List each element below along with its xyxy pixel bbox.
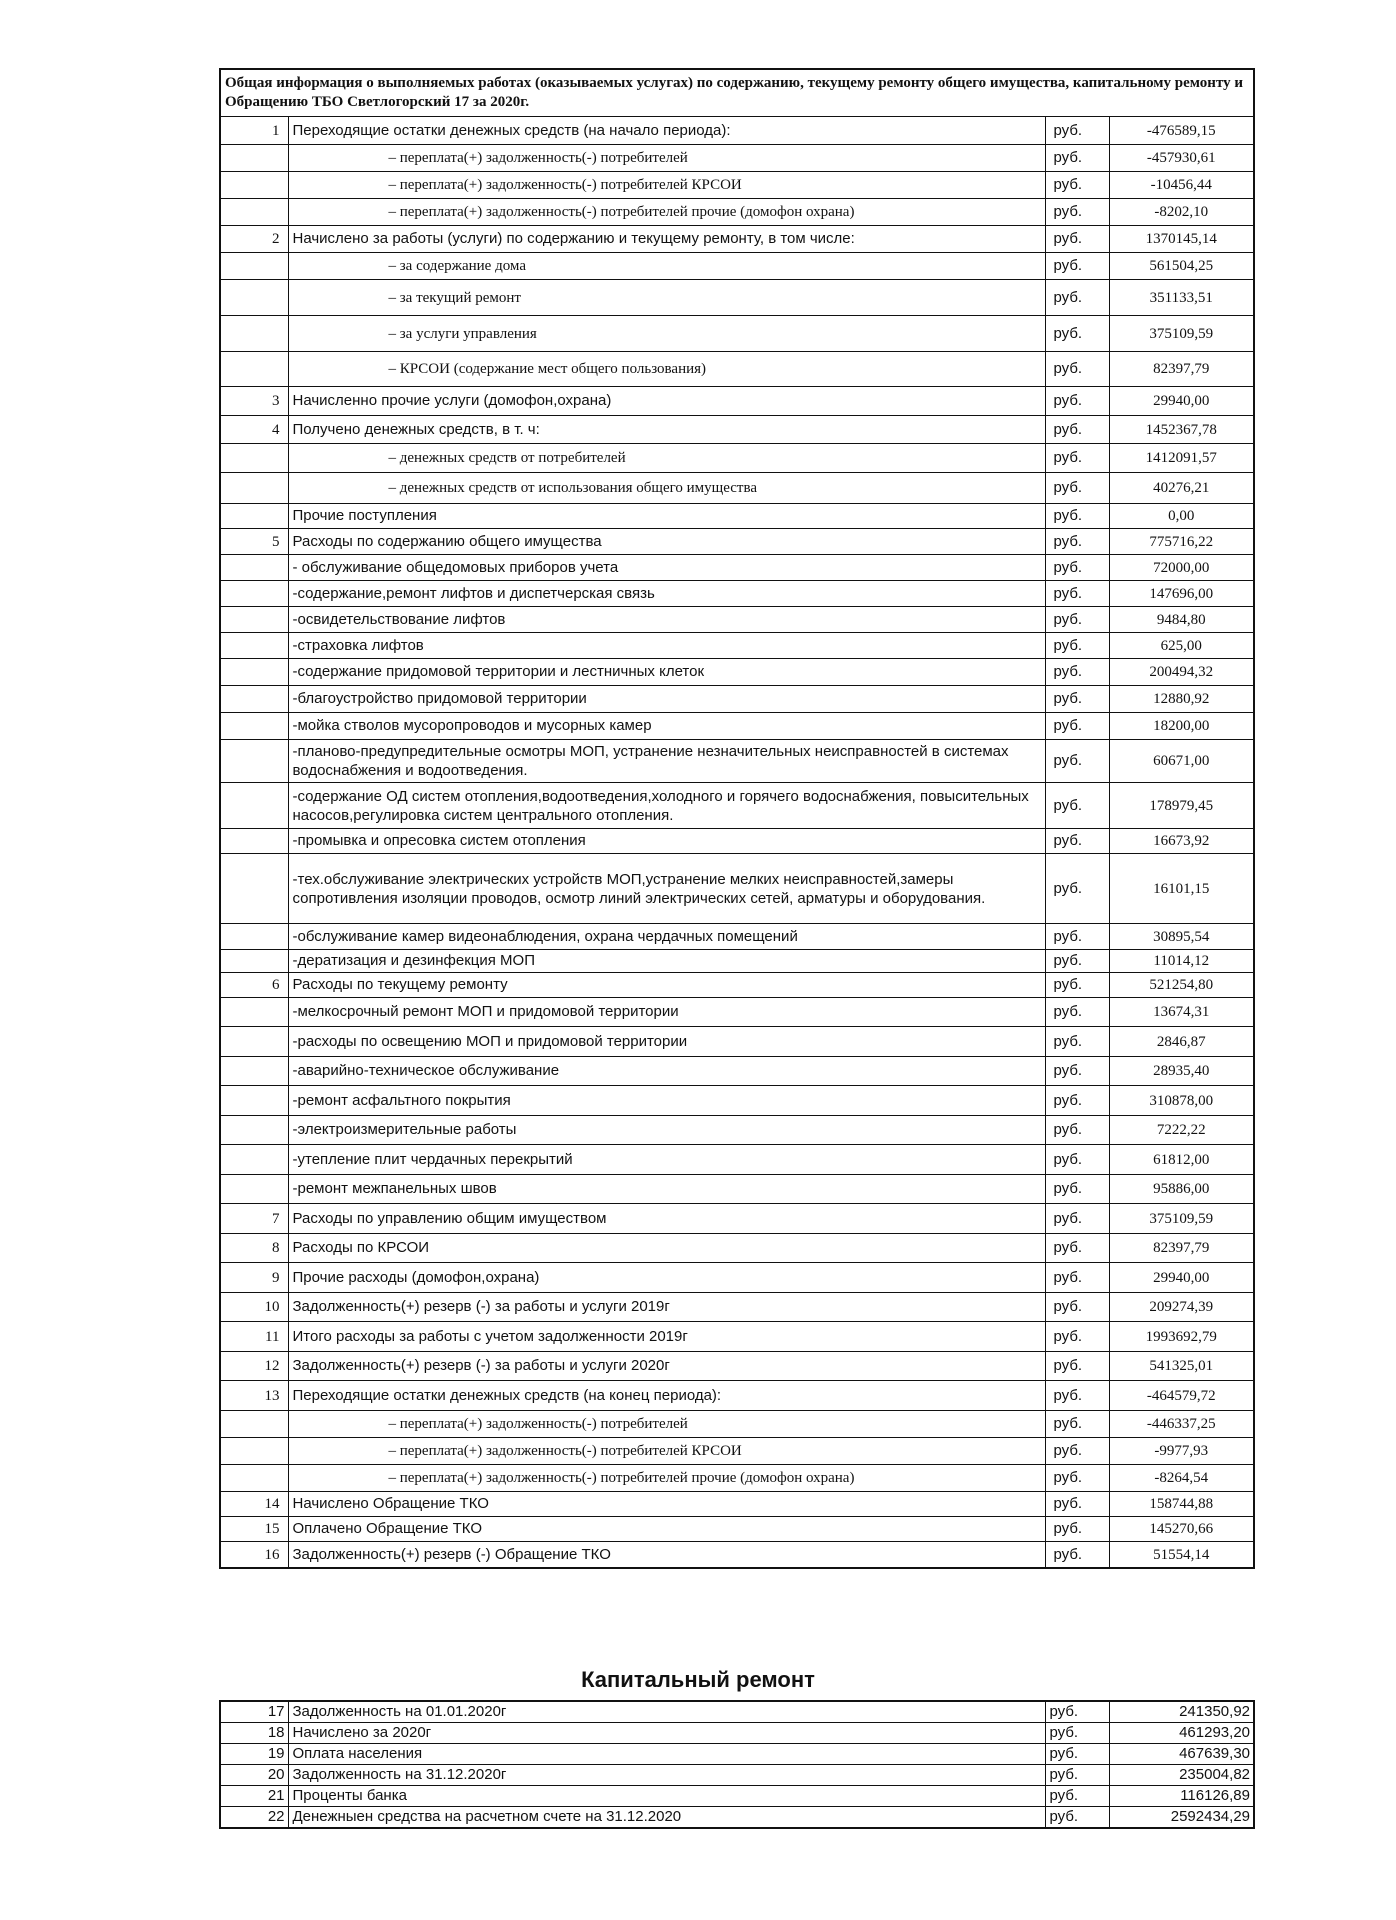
row-number (220, 280, 288, 316)
report-row (220, 226, 1254, 253)
row-unit: руб. (1045, 1322, 1109, 1352)
row-unit: руб. (1045, 1381, 1109, 1411)
capital-repair-table (219, 1700, 1255, 1829)
row-unit: руб. (1045, 998, 1109, 1027)
report-row (220, 713, 1254, 740)
row-label: – переплата(+) задолженность(-) потребителей прочие (домофон охрана) (288, 1465, 1045, 1492)
row-unit: руб. (1045, 1438, 1109, 1465)
row-value: 2846,87 (1109, 1027, 1254, 1057)
row-number (220, 352, 288, 387)
row-unit: руб. (1045, 659, 1109, 686)
row-unit: руб. (1045, 1807, 1109, 1829)
row-number (220, 713, 288, 740)
row-unit: руб. (1045, 444, 1109, 473)
row-value: 29940,00 (1109, 387, 1254, 416)
report-row (220, 1517, 1254, 1542)
report-row (220, 973, 1254, 998)
row-value: 28935,40 (1109, 1057, 1254, 1086)
row-unit: руб. (1045, 1086, 1109, 1116)
capital-repair-row (220, 1723, 1254, 1744)
report-row (220, 1145, 1254, 1175)
row-label: – денежных средств от потребителей (288, 444, 1045, 473)
report-row (220, 280, 1254, 316)
row-unit: руб. (1045, 199, 1109, 226)
row-label: -содержание,ремонт лифтов и диспетчерская связь (288, 581, 1045, 607)
row-unit: руб. (1045, 1723, 1109, 1744)
row-label: Получено денежных средств, в т. ч: (288, 416, 1045, 444)
row-value: 775716,22 (1109, 529, 1254, 555)
row-number: 1 (220, 117, 288, 145)
row-value: 82397,79 (1109, 352, 1254, 387)
report-row (220, 1116, 1254, 1145)
report-row (220, 783, 1254, 829)
row-value: 235004,82 (1109, 1765, 1254, 1786)
row-unit: руб. (1045, 924, 1109, 950)
row-unit: руб. (1045, 416, 1109, 444)
row-value: 9484,80 (1109, 607, 1254, 633)
report-row (220, 316, 1254, 352)
row-label: -тех.обслуживание электрических устройств МОП,устранение мелких неисправностей,замеры сопротивления изоляции проводов, осмотр линий электрических сетей, арматуры и оборудования. (288, 854, 1045, 924)
report-row (220, 253, 1254, 280)
row-label: Задолженность(+) резерв (-) за работы и услуги 2020г (288, 1352, 1045, 1381)
report-title: Общая информация о выполняемых работах (оказываемых услугах) по содержанию, текущему ремонту общего имущества, капитальному ремонту и Обращению ТБО Светлогорский 17 за 2020г. (220, 69, 1254, 117)
row-label: -электроизмерительные работы (288, 1116, 1045, 1145)
row-label: Задолженность(+) резерв (-) Обращение ТКО (288, 1542, 1045, 1569)
row-label: -утепление плит чердачных перекрытий (288, 1145, 1045, 1175)
row-unit: руб. (1045, 686, 1109, 713)
row-label: - обслуживание общедомовых приборов учета (288, 555, 1045, 581)
row-value: 145270,66 (1109, 1517, 1254, 1542)
row-unit: руб. (1045, 352, 1109, 387)
row-label: -ремонт асфальтного покрытия (288, 1086, 1045, 1116)
row-unit: руб. (1045, 529, 1109, 555)
report-row (220, 854, 1254, 924)
row-number: 10 (220, 1293, 288, 1322)
report-row (220, 1411, 1254, 1438)
row-unit: руб. (1045, 1517, 1109, 1542)
row-unit: руб. (1045, 280, 1109, 316)
report-row (220, 829, 1254, 854)
row-unit: руб. (1045, 713, 1109, 740)
row-unit: руб. (1045, 740, 1109, 783)
row-label: -мелкосрочный ремонт МОП и придомовой территории (288, 998, 1045, 1027)
row-value: 1370145,14 (1109, 226, 1254, 253)
report-row (220, 950, 1254, 973)
row-unit: руб. (1045, 1175, 1109, 1204)
row-label: -благоустройство придомовой территории (288, 686, 1045, 713)
row-label: – за содержание дома (288, 253, 1045, 280)
report-row (220, 1352, 1254, 1381)
row-label: Начислено за работы (услуги) по содержанию и текущему ремонту, в том числе: (288, 226, 1045, 253)
row-value: 72000,00 (1109, 555, 1254, 581)
row-unit: руб. (1045, 1116, 1109, 1145)
row-number: 8 (220, 1234, 288, 1263)
row-value: 200494,32 (1109, 659, 1254, 686)
report-row (220, 416, 1254, 444)
row-number: 3 (220, 387, 288, 416)
row-unit: руб. (1045, 473, 1109, 504)
row-value: 18200,00 (1109, 713, 1254, 740)
report-row (220, 1086, 1254, 1116)
row-unit: руб. (1045, 950, 1109, 973)
row-value: -9977,93 (1109, 1438, 1254, 1465)
report-row (220, 199, 1254, 226)
row-number: 12 (220, 1352, 288, 1381)
report-row (220, 1542, 1254, 1569)
report-row (220, 659, 1254, 686)
row-unit: руб. (1045, 1786, 1109, 1807)
row-unit: руб. (1045, 1352, 1109, 1381)
row-number: 9 (220, 1263, 288, 1293)
row-number (220, 253, 288, 280)
row-unit: руб. (1045, 854, 1109, 924)
row-number (220, 998, 288, 1027)
row-number (220, 1175, 288, 1204)
row-value: 12880,92 (1109, 686, 1254, 713)
row-unit: руб. (1045, 607, 1109, 633)
row-number: 16 (220, 1542, 288, 1569)
row-unit: руб. (1045, 783, 1109, 829)
row-number (220, 854, 288, 924)
row-number: 6 (220, 973, 288, 998)
row-number (220, 1465, 288, 1492)
row-label: -расходы по освещению МОП и придомовой территории (288, 1027, 1045, 1057)
row-label: Расходы по содержанию общего имущества (288, 529, 1045, 555)
row-number (220, 829, 288, 854)
report-row (220, 1492, 1254, 1517)
row-label: Задолженность на 31.12.2020г (288, 1765, 1045, 1786)
capital-repair-row (220, 1701, 1254, 1723)
row-number (220, 504, 288, 529)
row-number (220, 1411, 288, 1438)
row-unit: руб. (1045, 1293, 1109, 1322)
row-number (220, 1116, 288, 1145)
row-number (220, 172, 288, 199)
row-unit: руб. (1045, 226, 1109, 253)
report-row (220, 1175, 1254, 1204)
row-value: -464579,72 (1109, 1381, 1254, 1411)
row-number: 11 (220, 1322, 288, 1352)
row-value: 95886,00 (1109, 1175, 1254, 1204)
row-number: 19 (220, 1744, 288, 1765)
capital-repair-row (220, 1786, 1254, 1807)
row-number (220, 740, 288, 783)
capital-repair-row (220, 1765, 1254, 1786)
report-row (220, 1438, 1254, 1465)
row-number (220, 473, 288, 504)
row-number (220, 444, 288, 473)
row-label: – переплата(+) задолженность(-) потребителей (288, 145, 1045, 172)
row-number (220, 1438, 288, 1465)
row-unit: руб. (1045, 1234, 1109, 1263)
row-value: 61812,00 (1109, 1145, 1254, 1175)
row-unit: руб. (1045, 829, 1109, 854)
row-label: – денежных средств от использования общего имущества (288, 473, 1045, 504)
row-label: -аварийно-техническое обслуживание (288, 1057, 1045, 1086)
row-label: Прочие поступления (288, 504, 1045, 529)
row-unit: руб. (1045, 1765, 1109, 1786)
row-label: Расходы по КРСОИ (288, 1234, 1045, 1263)
row-unit: руб. (1045, 1204, 1109, 1234)
row-label: -планово-предупредительные осмотры МОП, устранение незначительных неисправностей в системах водоснабжения и водоотведения. (288, 740, 1045, 783)
row-value: 82397,79 (1109, 1234, 1254, 1263)
row-label: Переходящие остатки денежных средств (на начало периода): (288, 117, 1045, 145)
row-label: -обслуживание камер видеонаблюдения, охрана чердачных помещений (288, 924, 1045, 950)
report-row (220, 633, 1254, 659)
row-value: 375109,59 (1109, 1204, 1254, 1234)
row-value: 241350,92 (1109, 1701, 1254, 1723)
row-value: 30895,54 (1109, 924, 1254, 950)
row-label: -содержание ОД систем отопления,водоотведения,холодного и горячего водоснабжения, повысительных насосов,регулировка систем центрального отопления. (288, 783, 1045, 829)
row-unit: руб. (1045, 145, 1109, 172)
row-value: 2592434,29 (1109, 1807, 1254, 1829)
row-value: 11014,12 (1109, 950, 1254, 973)
row-value: 1993692,79 (1109, 1322, 1254, 1352)
row-unit: руб. (1045, 1492, 1109, 1517)
report-row (220, 1263, 1254, 1293)
row-value: 147696,00 (1109, 581, 1254, 607)
report-row (220, 529, 1254, 555)
report-title-row (220, 69, 1254, 117)
row-number (220, 199, 288, 226)
row-label: – переплата(+) задолженность(-) потребителей (288, 1411, 1045, 1438)
row-value: -10456,44 (1109, 172, 1254, 199)
row-label: Итого расходы за работы с учетом задолженности 2019г (288, 1322, 1045, 1352)
report-row (220, 1465, 1254, 1492)
row-number (220, 783, 288, 829)
row-number (220, 607, 288, 633)
row-unit: руб. (1045, 1263, 1109, 1293)
row-number (220, 1086, 288, 1116)
row-value: -8264,54 (1109, 1465, 1254, 1492)
report-row (220, 1234, 1254, 1263)
report-row (220, 581, 1254, 607)
row-label: Прочие расходы (домофон,охрана) (288, 1263, 1045, 1293)
row-number: 4 (220, 416, 288, 444)
row-number (220, 581, 288, 607)
row-number (220, 1027, 288, 1057)
row-value: 60671,00 (1109, 740, 1254, 783)
row-label: -освидетельствование лифтов (288, 607, 1045, 633)
report-row (220, 1057, 1254, 1086)
row-value: -8202,10 (1109, 199, 1254, 226)
row-number: 14 (220, 1492, 288, 1517)
report-table (219, 68, 1255, 1569)
row-label: Оплата населения (288, 1744, 1045, 1765)
row-label: -промывка и опресовка систем отопления (288, 829, 1045, 854)
report-row (220, 1027, 1254, 1057)
row-value: 116126,89 (1109, 1786, 1254, 1807)
report-row (220, 444, 1254, 473)
row-value: 178979,45 (1109, 783, 1254, 829)
row-label: – КРСОИ (содержание мест общего пользования) (288, 352, 1045, 387)
row-label: – переплата(+) задолженность(-) потребителей КРСОИ (288, 172, 1045, 199)
row-label: -страховка лифтов (288, 633, 1045, 659)
row-number (220, 659, 288, 686)
row-number (220, 950, 288, 973)
row-value: 0,00 (1109, 504, 1254, 529)
row-unit: руб. (1045, 1411, 1109, 1438)
row-number (220, 555, 288, 581)
row-value: 51554,14 (1109, 1542, 1254, 1569)
row-value: 561504,25 (1109, 253, 1254, 280)
report-row (220, 924, 1254, 950)
row-label: Начисленно прочие услуги (домофон,охрана) (288, 387, 1045, 416)
row-number (220, 924, 288, 950)
row-label: Начислено Обращение ТКО (288, 1492, 1045, 1517)
row-value: 310878,00 (1109, 1086, 1254, 1116)
row-unit: руб. (1045, 1057, 1109, 1086)
row-label: – переплата(+) задолженность(-) потребителей КРСОИ (288, 1438, 1045, 1465)
row-unit: руб. (1045, 1145, 1109, 1175)
row-number: 21 (220, 1786, 288, 1807)
row-number: 17 (220, 1701, 288, 1723)
row-number: 7 (220, 1204, 288, 1234)
row-unit: руб. (1045, 117, 1109, 145)
row-value: 29940,00 (1109, 1263, 1254, 1293)
row-value: 13674,31 (1109, 998, 1254, 1027)
row-unit: руб. (1045, 504, 1109, 529)
row-number: 2 (220, 226, 288, 253)
row-label: -дератизация и дезинфекция МОП (288, 950, 1045, 973)
row-number: 20 (220, 1765, 288, 1786)
row-value: -476589,15 (1109, 117, 1254, 145)
row-value: 158744,88 (1109, 1492, 1254, 1517)
report-row (220, 1381, 1254, 1411)
row-label: Начислено за 2020г (288, 1723, 1045, 1744)
row-label: Расходы по текущему ремонту (288, 973, 1045, 998)
row-label: Задолженность на 01.01.2020г (288, 1701, 1045, 1723)
row-value: 209274,39 (1109, 1293, 1254, 1322)
report-row (220, 1293, 1254, 1322)
capital-repair-row (220, 1744, 1254, 1765)
report-row (220, 607, 1254, 633)
row-value: 521254,80 (1109, 973, 1254, 998)
row-label: Расходы по управлению общим имуществом (288, 1204, 1045, 1234)
row-label: Задолженность(+) резерв (-) за работы и услуги 2019г (288, 1293, 1045, 1322)
row-value: 625,00 (1109, 633, 1254, 659)
report-row (220, 504, 1254, 529)
report-row (220, 1322, 1254, 1352)
row-label: – за текущий ремонт (288, 280, 1045, 316)
row-number (220, 316, 288, 352)
report-row (220, 172, 1254, 199)
row-value: 16673,92 (1109, 829, 1254, 854)
row-number: 5 (220, 529, 288, 555)
row-value: 461293,20 (1109, 1723, 1254, 1744)
row-number (220, 686, 288, 713)
row-value: -457930,61 (1109, 145, 1254, 172)
report-row (220, 998, 1254, 1027)
row-number: 22 (220, 1807, 288, 1829)
row-unit: руб. (1045, 172, 1109, 199)
row-unit: руб. (1045, 1542, 1109, 1569)
row-unit: руб. (1045, 1465, 1109, 1492)
row-label: Проценты банка (288, 1786, 1045, 1807)
row-number (220, 1057, 288, 1086)
row-number: 13 (220, 1381, 288, 1411)
row-number (220, 633, 288, 659)
report-row (220, 352, 1254, 387)
row-value: 7222,22 (1109, 1116, 1254, 1145)
row-label: Оплачено Обращение ТКО (288, 1517, 1045, 1542)
row-number (220, 145, 288, 172)
row-value: 40276,21 (1109, 473, 1254, 504)
row-unit: руб. (1045, 253, 1109, 280)
report-row (220, 387, 1254, 416)
row-value: 16101,15 (1109, 854, 1254, 924)
row-unit: руб. (1045, 633, 1109, 659)
row-number (220, 1145, 288, 1175)
report-row (220, 473, 1254, 504)
row-value: 1452367,78 (1109, 416, 1254, 444)
row-unit: руб. (1045, 973, 1109, 998)
row-number: 15 (220, 1517, 288, 1542)
row-label: – за услуги управления (288, 316, 1045, 352)
report-row (220, 1204, 1254, 1234)
row-unit: руб. (1045, 316, 1109, 352)
row-label: -мойка стволов мусоропроводов и мусорных камер (288, 713, 1045, 740)
row-value: 375109,59 (1109, 316, 1254, 352)
report-row (220, 555, 1254, 581)
row-unit: руб. (1045, 1701, 1109, 1723)
row-unit: руб. (1045, 1027, 1109, 1057)
row-unit: руб. (1045, 1744, 1109, 1765)
row-unit: руб. (1045, 581, 1109, 607)
report-row (220, 740, 1254, 783)
row-label: -содержание придомовой территории и лестничных клеток (288, 659, 1045, 686)
capital-repair-title: Капитальный ремонт (581, 1667, 815, 1692)
row-number: 18 (220, 1723, 288, 1744)
report-row (220, 117, 1254, 145)
report-row (220, 145, 1254, 172)
row-value: 351133,51 (1109, 280, 1254, 316)
row-label: Денежныен средства на расчетном счете на 31.12.2020 (288, 1807, 1045, 1829)
row-label: Переходящие остатки денежных средств (на конец периода): (288, 1381, 1045, 1411)
row-value: 541325,01 (1109, 1352, 1254, 1381)
row-value: 467639,30 (1109, 1744, 1254, 1765)
row-label: – переплата(+) задолженность(-) потребителей прочие (домофон охрана) (288, 199, 1045, 226)
row-value: 1412091,57 (1109, 444, 1254, 473)
row-value: -446337,25 (1109, 1411, 1254, 1438)
row-label: -ремонт межпанельных швов (288, 1175, 1045, 1204)
row-unit: руб. (1045, 555, 1109, 581)
capital-repair-row (220, 1807, 1254, 1829)
report-row (220, 686, 1254, 713)
row-unit: руб. (1045, 387, 1109, 416)
